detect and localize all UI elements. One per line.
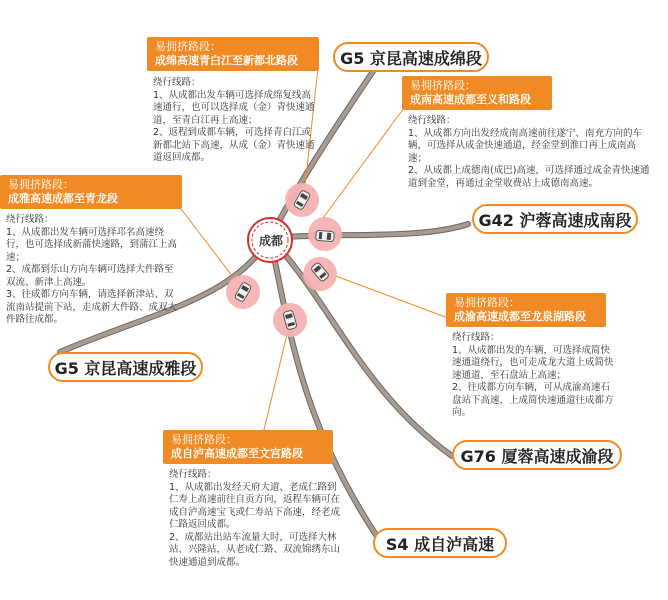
highway-label-g42: G42 沪蓉高速成南段 bbox=[472, 204, 638, 234]
highway-label-g76: G76 厦蓉高速成渝段 bbox=[452, 440, 622, 470]
congestion-tag: 易拥挤路段： 成自泸高速成都至文宫路段 bbox=[163, 430, 333, 464]
congestion-tag: 易拥挤路段： 成南高速成都至义和路段 bbox=[402, 76, 552, 110]
callout-qinglong bbox=[0, 175, 182, 327]
congestion-tag: 易拥挤路段： 成渝高速成都至龙泉湖路段 bbox=[446, 293, 606, 327]
road-g76 bbox=[270, 238, 452, 456]
callout-wengong bbox=[163, 430, 345, 569]
detour-routes: 绕行线路： 1、从成都方向出发经成南高速前往遂宁、南充方向的车辆，可选择从成金快速通道，经金堂到淮口再上成南高速； 2、从成都上成德南(成巴)高速，可选择通过成金青快速通道到金堂，再通过金堂收费站上成德南高速。 bbox=[408, 115, 650, 189]
car-icon bbox=[316, 230, 335, 242]
callout-longquanhu bbox=[446, 293, 618, 420]
callout-yihe bbox=[402, 76, 652, 190]
detour-routes: 绕行线路： 1、从成都出发经天府大道、老成仁路到仁寿上高速前往自贡方向，返程车辆可在成自泸高速宝飞或仁寿站下高速，经老成仁路返回成都。 2、成都站出站车流量大时，可选择大林站、兴隆站，从老成仁路、双流锦绣东山快速通道到成都。 bbox=[169, 469, 341, 568]
highway-label-g5-south: G5 京昆高速成雅段 bbox=[48, 352, 203, 382]
center-label: 成都 bbox=[259, 234, 284, 248]
highway-label-g5-north: G5 京昆高速成绵段 bbox=[333, 42, 489, 72]
detour-routes: 绕行线路： 1、从成都出发车辆可选择成绵复线高速通行，也可以选择成（金）青快速通道，至青白江再上高速； 2、返程到成都车辆，可选择青白江或新都北站下高速，从成（金）青快速通道返回成都。 bbox=[153, 77, 315, 163]
highway-label-s4: S4 成自泸高速 bbox=[373, 528, 507, 558]
congestion-tag: 易拥挤路段： 成雅高速成都至青龙段 bbox=[0, 175, 182, 209]
callout-qingbaijiang bbox=[147, 37, 319, 165]
detour-routes: 绕行线路： 1、从成都出发的车辆，可选择成简快速通道绕行，也可走成龙大道上成简快速通道，至石盘站上高速； 2、往成都方向车辆，可从成渝高速石盘站下高速，上成简快速通道往成都方向。 bbox=[452, 332, 614, 418]
road-g42 bbox=[270, 224, 468, 238]
congestion-tag: 易拥挤路段： 成绵高速青白江至新都北路段 bbox=[147, 37, 319, 71]
detour-routes: 绕行线路： 1、从成都出发车辆可选择邛名高速绕行，也可选择成新蒲快速路，到蒲江上高速； 2、成都到乐山方向车辆可选择大件路至双流、新津上高速。 3、往成都方向车辆，请选择新津站、双流南站提前下站，走成新大件路、成双大件路往成都。 bbox=[6, 214, 178, 325]
